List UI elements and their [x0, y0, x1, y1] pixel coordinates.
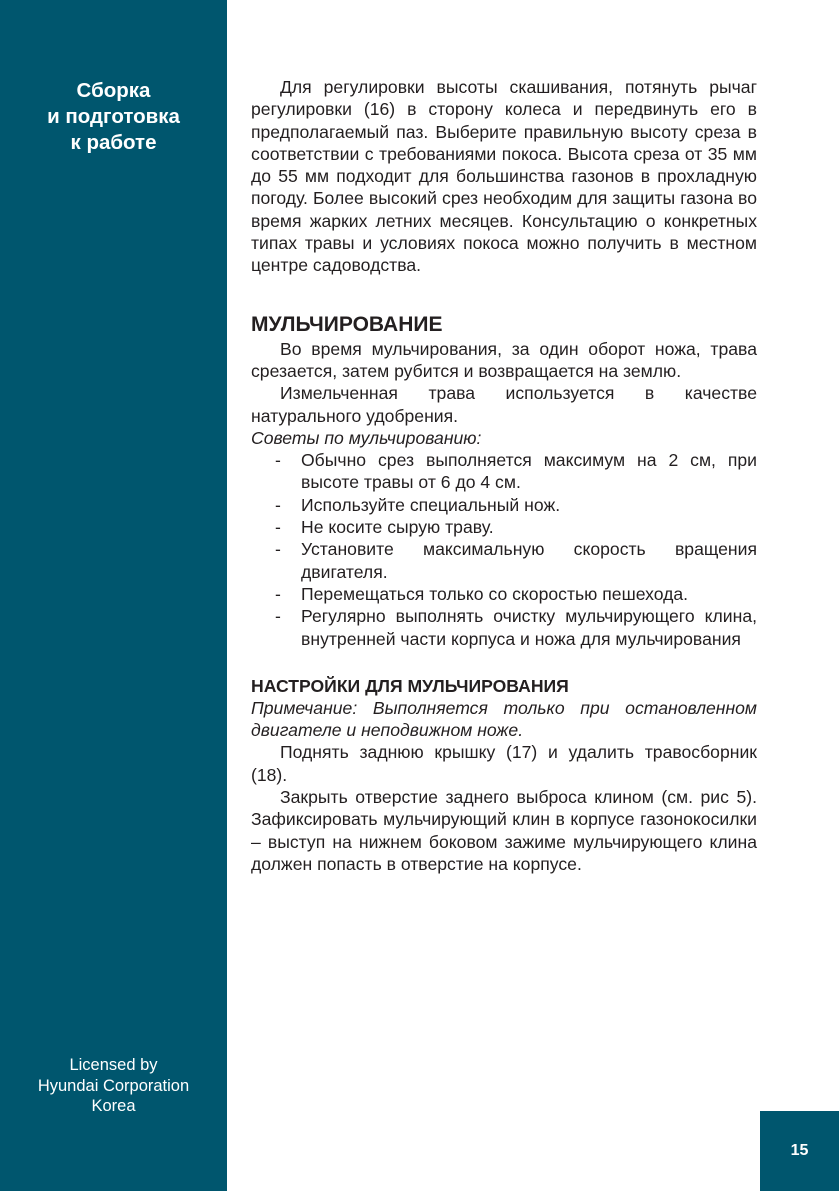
dash-bullet: - — [275, 606, 281, 627]
section-title-line: к работе — [70, 131, 157, 154]
tips-list — [251, 449, 757, 650]
license-line: Licensed by — [69, 1056, 158, 1074]
list-item — [251, 449, 757, 494]
mulching-paragraph: Во время мульчирования, за один оборот ножа, трава срезается, затем рубится и возвращается на землю. — [251, 338, 757, 381]
list-item — [251, 494, 757, 516]
mulching-paragraph: Измельченная трава используется в качестве натурального удобрения. — [251, 383, 757, 426]
dash-bullet: - — [275, 583, 281, 604]
tips-label: Советы по мульчированию: — [251, 427, 482, 448]
main-content — [251, 76, 757, 875]
dash-bullet: - — [275, 450, 281, 471]
list-item — [251, 605, 757, 650]
tip-text: Не косите сырую траву. — [301, 517, 494, 538]
sidebar — [0, 0, 227, 1191]
mulching-heading: МУЛЬЧИРОВАНИЕ — [251, 312, 443, 336]
section-title — [0, 78, 227, 156]
intro-paragraph: Для регулировки высоты скашивания, потянуть рычаг регулировки (16) в сторону колеса и передвинуть его в предполагаемый паз. Выберите правильную высоту среза в соответствии с требованиями покоса. Высота среза от 35 мм до 55 мм подходит для большинства газонов в прохладную погоду. Более высокий срез необходим для защиты газона во время жарких летних месяцев. Консультацию о конкретных типах травы и условиях покоса можно получить в местном центре садоводства. — [251, 77, 757, 276]
settings-heading: НАСТРОЙКИ ДЛЯ МУЛЬЧИРОВАНИЯ — [251, 675, 569, 696]
section-title-line: и подготовка — [47, 105, 180, 128]
tip-text: Регулярно выполнять очистку мульчирующего клина, внутренней части корпуса и ножа для мульчирования — [301, 606, 757, 649]
license-line: Hyundai Corporation — [37, 1076, 190, 1095]
tip-text: Обычно срез выполняется максимум на 2 см, при высоте травы от 6 до 4 см. — [301, 450, 757, 493]
section-title-line: Сборка — [76, 79, 151, 102]
tip-text: Установите максимальную скорость вращения двигателя. — [301, 539, 757, 582]
tip-text: Используйте специальный нож. — [301, 494, 561, 515]
list-item — [251, 538, 757, 583]
list-item — [251, 583, 757, 605]
settings-note: Примечание: Выполняется только при остановленном двигателе и неподвижном ноже. — [251, 697, 757, 741]
page-number: 15 — [760, 1111, 839, 1191]
license-note — [0, 1055, 227, 1117]
settings-paragraph: Поднять заднюю крышку (17) и удалить травосборник (18). — [251, 742, 757, 785]
list-item — [251, 516, 757, 538]
dash-bullet: - — [275, 517, 281, 538]
tip-text: Перемещаться только со скоростью пешехода. — [301, 583, 689, 604]
dash-bullet: - — [275, 494, 281, 515]
license-line: Korea — [91, 1097, 136, 1115]
settings-paragraph: Закрыть отверстие заднего выброса клином (см. рис 5). Зафиксировать мульчирующий клин в корпусе газонокосилки – выступ на нижнем боковом зажиме мульчирующего клина должен попасть в отверстие на корпусе. — [251, 787, 757, 874]
dash-bullet: - — [275, 539, 281, 560]
